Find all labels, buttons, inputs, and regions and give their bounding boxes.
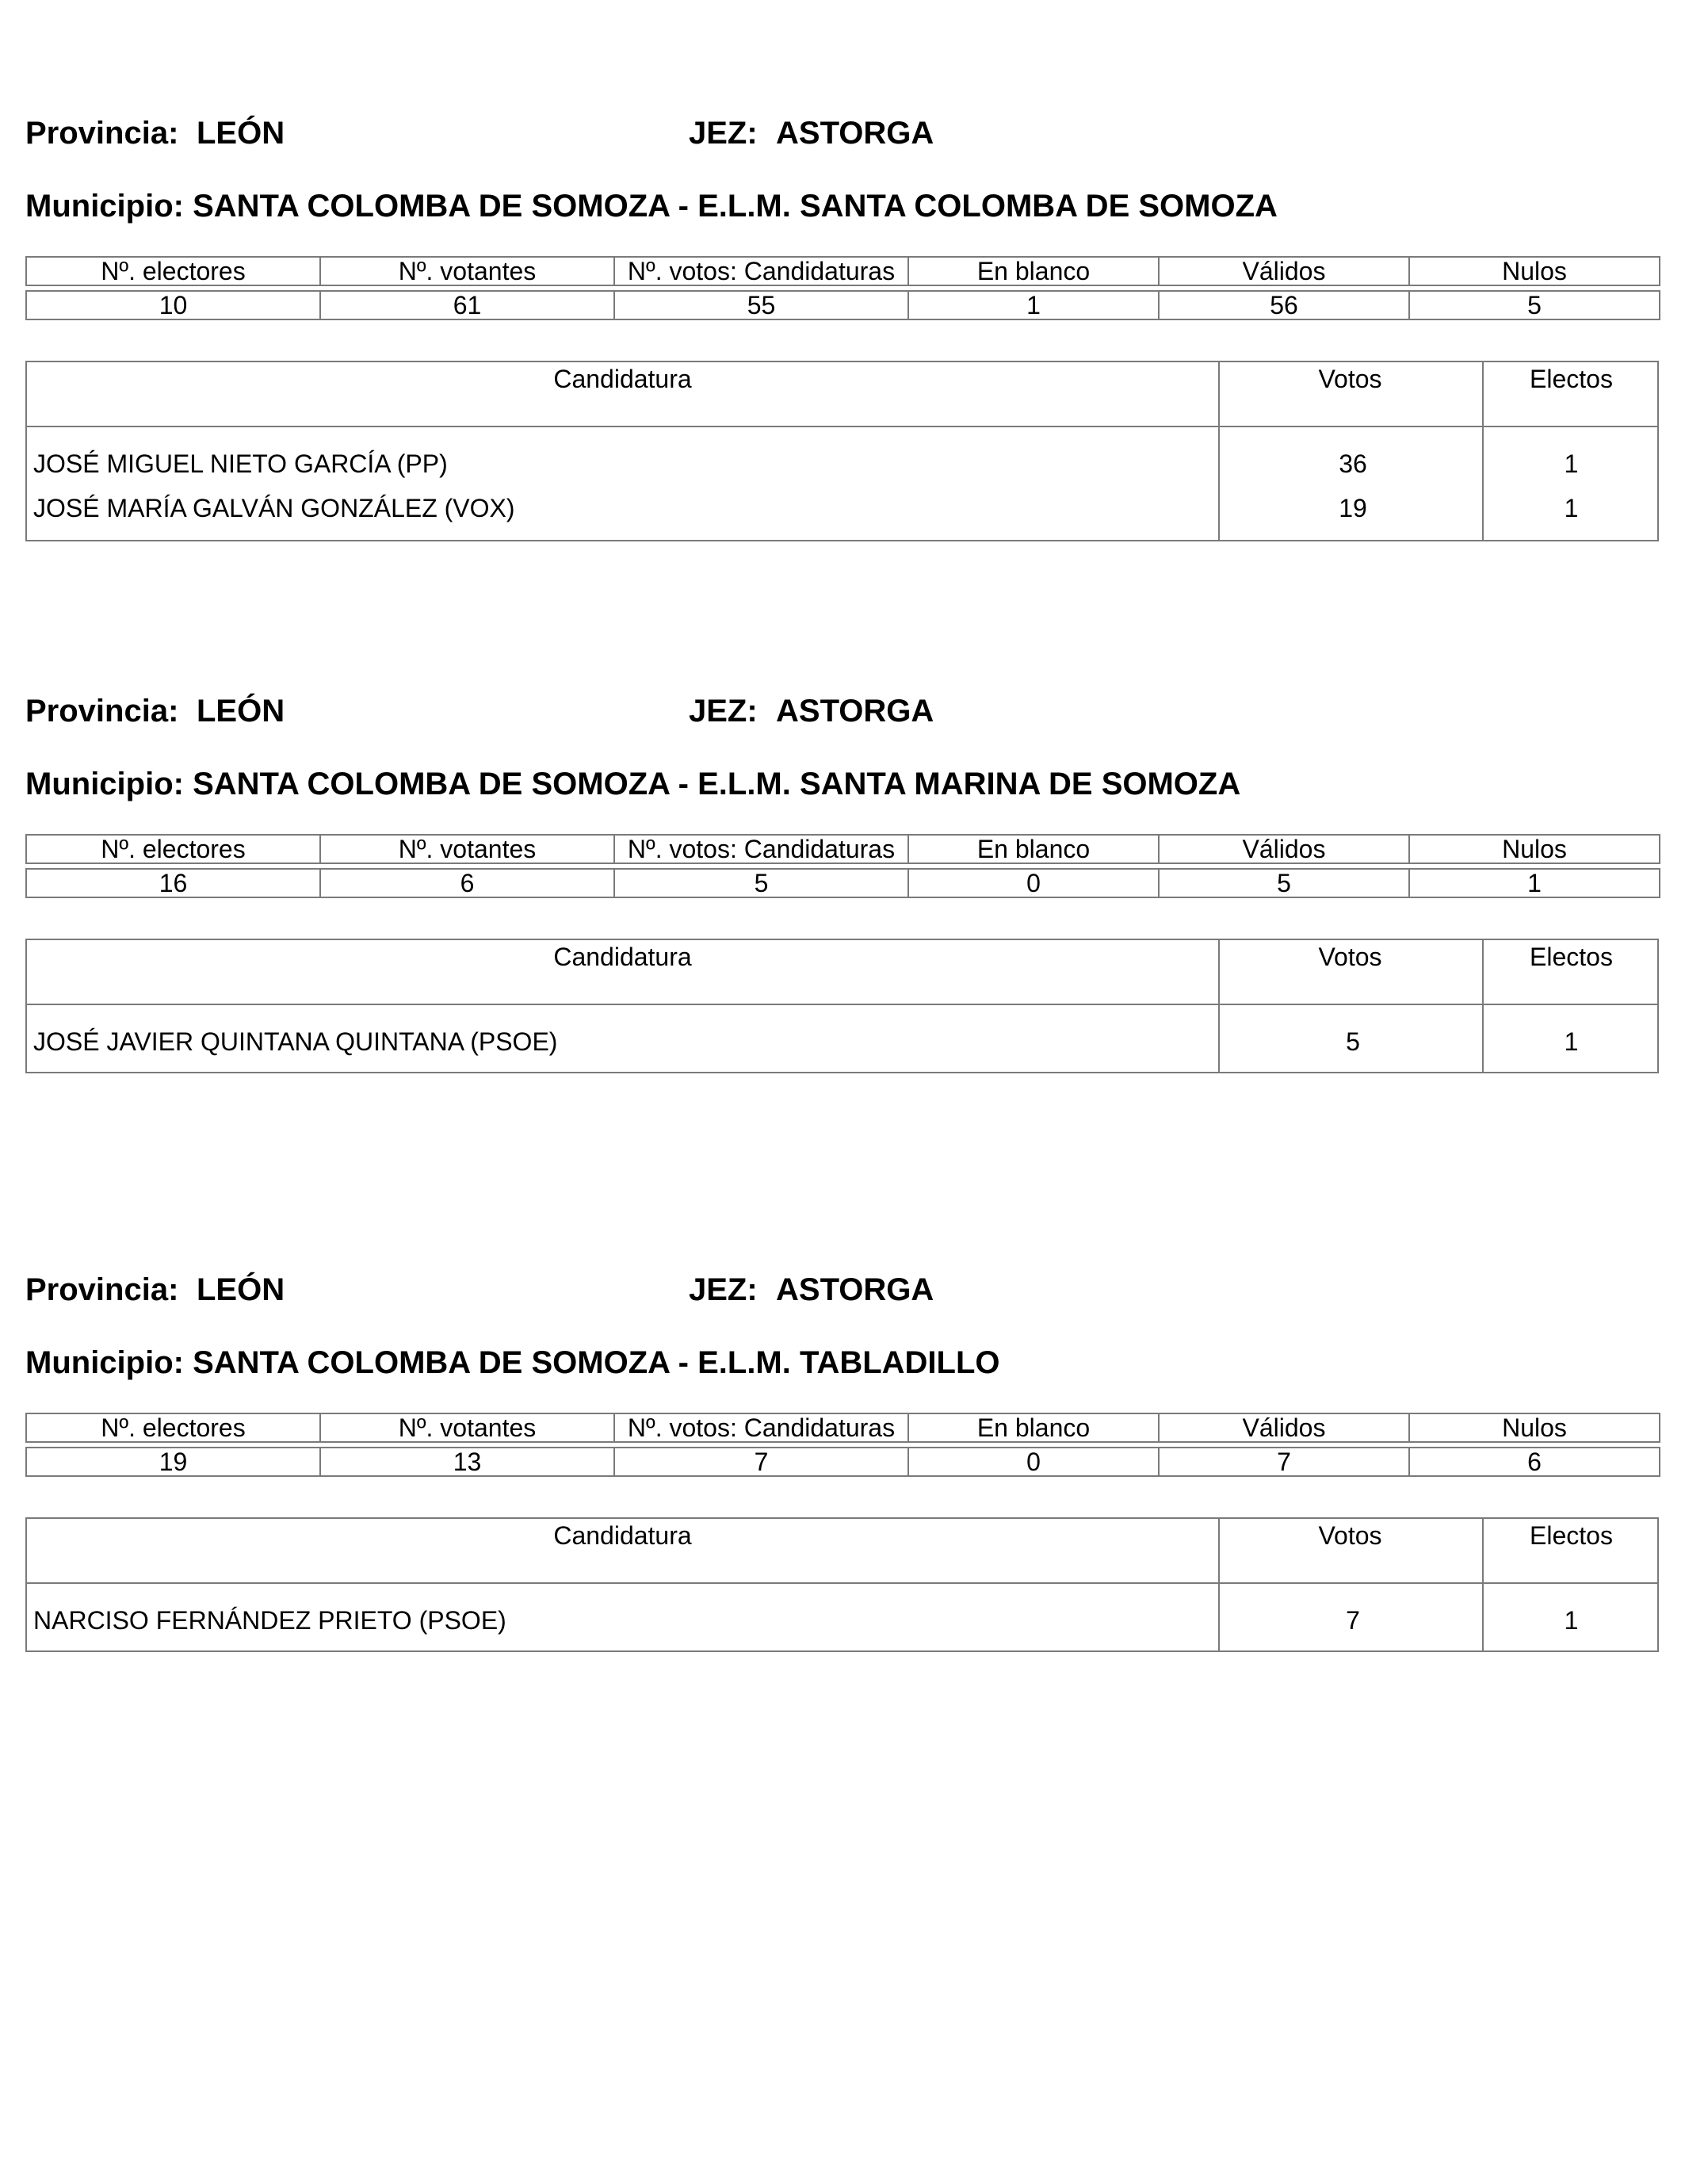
jez-label: JEZ: [689, 694, 758, 729]
candidatura-header: Candidatura [553, 365, 692, 393]
summary-header: Nº. votantes [320, 257, 614, 285]
candidate-row [27, 1005, 1657, 1072]
summary-header: En blanco [908, 257, 1159, 285]
provincia-value: LEÓN [197, 116, 285, 151]
summary-value: 10 [26, 291, 320, 319]
jez-value: ASTORGA [776, 116, 934, 151]
summary-table [25, 256, 1660, 320]
provincia-label: Provincia: [25, 1272, 179, 1307]
candidates-header-row [27, 940, 1657, 1005]
candidate-electos: 1 [1564, 449, 1579, 478]
candidate-row [27, 494, 1657, 540]
summary-value: 5 [1409, 291, 1660, 319]
summary-value: 5 [614, 869, 908, 897]
summary-value-row [26, 291, 1660, 319]
candidate-electos: 1 [1564, 494, 1579, 522]
summary-table [25, 1413, 1660, 1477]
summary-header: Válidos [1159, 835, 1409, 863]
summary-table [25, 834, 1660, 898]
candidates-table [25, 939, 1659, 1073]
municipio-label: Municipio: [25, 1345, 184, 1380]
votos-header: Votos [1318, 365, 1382, 393]
candidate-electos: 1 [1564, 1027, 1579, 1056]
jez-value: ASTORGA [776, 1272, 934, 1307]
candidate-row [27, 1584, 1657, 1650]
electos-header: Electos [1530, 1521, 1613, 1550]
candidate-electos: 1 [1564, 1606, 1579, 1635]
summary-value: 16 [26, 869, 320, 897]
candidate-votos: 19 [1339, 494, 1367, 522]
summary-header-row [26, 1413, 1660, 1442]
candidate-row [27, 427, 1657, 494]
summary-value: 1 [908, 291, 1159, 319]
candidate-votos: 36 [1339, 449, 1367, 478]
municipio-line [25, 768, 1240, 800]
summary-header: Nº. electores [26, 257, 320, 285]
municipio-line [25, 190, 1278, 222]
provincia-label: Provincia: [25, 694, 179, 729]
summary-value: 5 [1159, 869, 1409, 897]
municipio-value: SANTA COLOMBA DE SOMOZA - E.L.M. SANTA MARINA DE SOMOZA [193, 767, 1241, 801]
summary-value-row [26, 1448, 1660, 1476]
summary-header: Nº. electores [26, 835, 320, 863]
municipio-line [25, 1347, 1000, 1379]
summary-value: 19 [26, 1448, 320, 1476]
summary-header-row [26, 257, 1660, 285]
summary-header: Nulos [1409, 1413, 1660, 1442]
candidates-header-row [27, 362, 1657, 427]
candidate-name: NARCISO FERNÁNDEZ PRIETO (PSOE) [33, 1606, 506, 1635]
votos-header: Votos [1318, 943, 1382, 971]
candidates-table [25, 361, 1659, 541]
summary-header: Válidos [1159, 257, 1409, 285]
summary-value: 61 [320, 291, 614, 319]
provincia-label: Provincia: [25, 116, 179, 151]
candidates-table [25, 1517, 1659, 1652]
summary-value: 7 [1159, 1448, 1409, 1476]
summary-header: Nulos [1409, 257, 1660, 285]
summary-value: 1 [1409, 869, 1660, 897]
summary-header: Nulos [1409, 835, 1660, 863]
municipio-value: SANTA COLOMBA DE SOMOZA - E.L.M. SANTA COLOMBA DE SOMOZA [193, 189, 1278, 224]
jez-value: ASTORGA [776, 694, 934, 729]
summary-header: Nº. votos: Candidaturas [614, 835, 908, 863]
provincia-value: LEÓN [197, 1272, 285, 1307]
summary-value: 0 [908, 869, 1159, 897]
candidatura-header: Candidatura [553, 1521, 692, 1550]
summary-value: 6 [320, 869, 614, 897]
summary-header: Nº. electores [26, 1413, 320, 1442]
candidate-name: JOSÉ MARÍA GALVÁN GONZÁLEZ (VOX) [33, 494, 515, 522]
municipio-label: Municipio: [25, 767, 184, 801]
candidate-name: JOSÉ MIGUEL NIETO GARCÍA (PP) [33, 449, 448, 478]
candidate-name: JOSÉ JAVIER QUINTANA QUINTANA (PSOE) [33, 1027, 558, 1056]
jez-label: JEZ: [689, 1272, 758, 1307]
summary-value-row [26, 869, 1660, 897]
summary-header: Válidos [1159, 1413, 1409, 1442]
summary-header: Nº. votantes [320, 835, 614, 863]
provincia-value: LEÓN [197, 694, 285, 729]
summary-header: En blanco [908, 835, 1159, 863]
summary-header: Nº. votantes [320, 1413, 614, 1442]
summary-header-row [26, 835, 1660, 863]
candidate-votos: 7 [1346, 1606, 1360, 1635]
electos-header: Electos [1530, 943, 1613, 971]
candidates-header-row [27, 1519, 1657, 1584]
candidatura-header: Candidatura [553, 943, 692, 971]
summary-value: 55 [614, 291, 908, 319]
summary-value: 0 [908, 1448, 1159, 1476]
summary-header: En blanco [908, 1413, 1159, 1442]
jez-label: JEZ: [689, 116, 758, 151]
summary-value: 6 [1409, 1448, 1660, 1476]
candidate-votos: 5 [1346, 1027, 1360, 1056]
summary-header: Nº. votos: Candidaturas [614, 1413, 908, 1442]
summary-value: 56 [1159, 291, 1409, 319]
municipio-label: Municipio: [25, 189, 184, 224]
votos-header: Votos [1318, 1521, 1382, 1550]
summary-value: 13 [320, 1448, 614, 1476]
summary-value: 7 [614, 1448, 908, 1476]
municipio-value: SANTA COLOMBA DE SOMOZA - E.L.M. TABLADILLO [193, 1345, 1000, 1380]
summary-header: Nº. votos: Candidaturas [614, 257, 908, 285]
electos-header: Electos [1530, 365, 1613, 393]
